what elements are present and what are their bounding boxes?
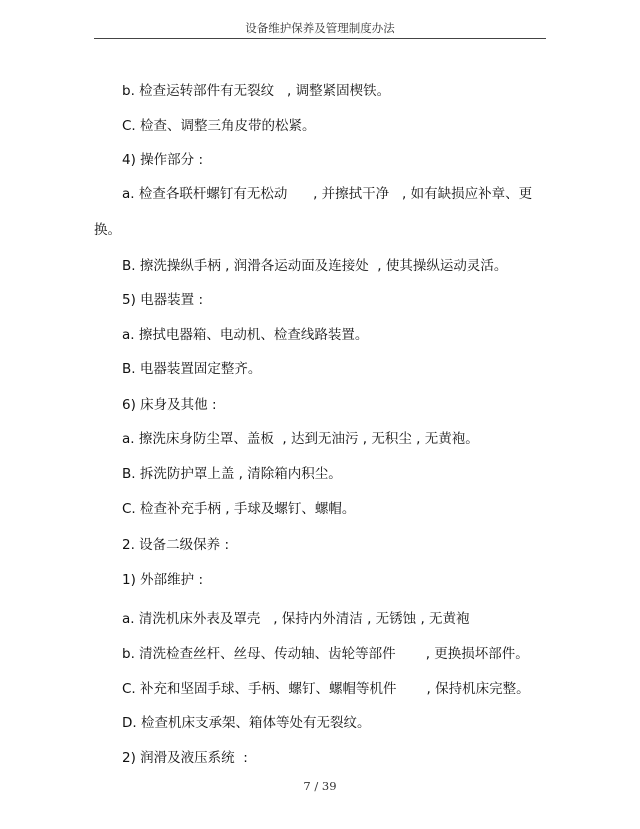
body-line: 6) 床身及其他 : [122,397,217,413]
header-rule [94,38,546,39]
body-line: B. 电器装置固定整齐。 [122,361,262,377]
body-line: 4) 操作部分 : [122,152,203,168]
body-line: 换。 [94,222,121,238]
body-line: a. 检查各联杆螺钉有无松动 , 并擦拭干净 , 如有缺损应补章、更 [122,186,533,202]
running-header: 设备维护保养及管理制度办法 [245,21,395,35]
body-line: a. 清洗机床外表及罩壳 , 保持内外清洁 , 无锈蚀 , 无黄袍 [122,611,470,627]
body-line: b. 清洗检查丝杆、丝母、传动轴、齿轮等部件 , 更换损坏部件。 [122,646,529,662]
body-line: a. 擦洗床身防尘罩、盖板 , 达到无油污 , 无积尘 , 无黄袍。 [122,431,479,447]
body-line: b. 检查运转部件有无裂纹 , 调整紧固楔铁。 [122,83,391,99]
body-line: C. 补充和坚固手球、手柄、螺钉、螺帽等机件 , 保持机床完整。 [122,681,530,697]
body-line: 5) 电器装置 : [122,292,203,308]
body-line: 2. 设备二级保养 : [122,537,230,553]
body-line: C. 检查、调整三角皮带的松紧。 [122,118,316,134]
body-line: 2) 润滑及液压系统 : [122,750,248,766]
body-line: B. 拆洗防护罩上盖 , 清除箱内积尘。 [122,466,342,482]
body-line: D. 检查机床支承架、箱体等处有无裂纹。 [122,715,371,731]
body-line: 1) 外部维护 : [122,572,203,588]
body-line: C. 检查补充手柄 , 手球及螺钉、螺帽。 [122,501,356,517]
page-number: 7 / 39 [303,779,337,793]
body-line: a. 擦拭电器箱、电动机、检查线路装置。 [122,327,369,343]
body-line: B. 擦洗操纵手柄 , 润滑各运动面及连接处 , 使其操纵运动灵活。 [122,258,508,274]
